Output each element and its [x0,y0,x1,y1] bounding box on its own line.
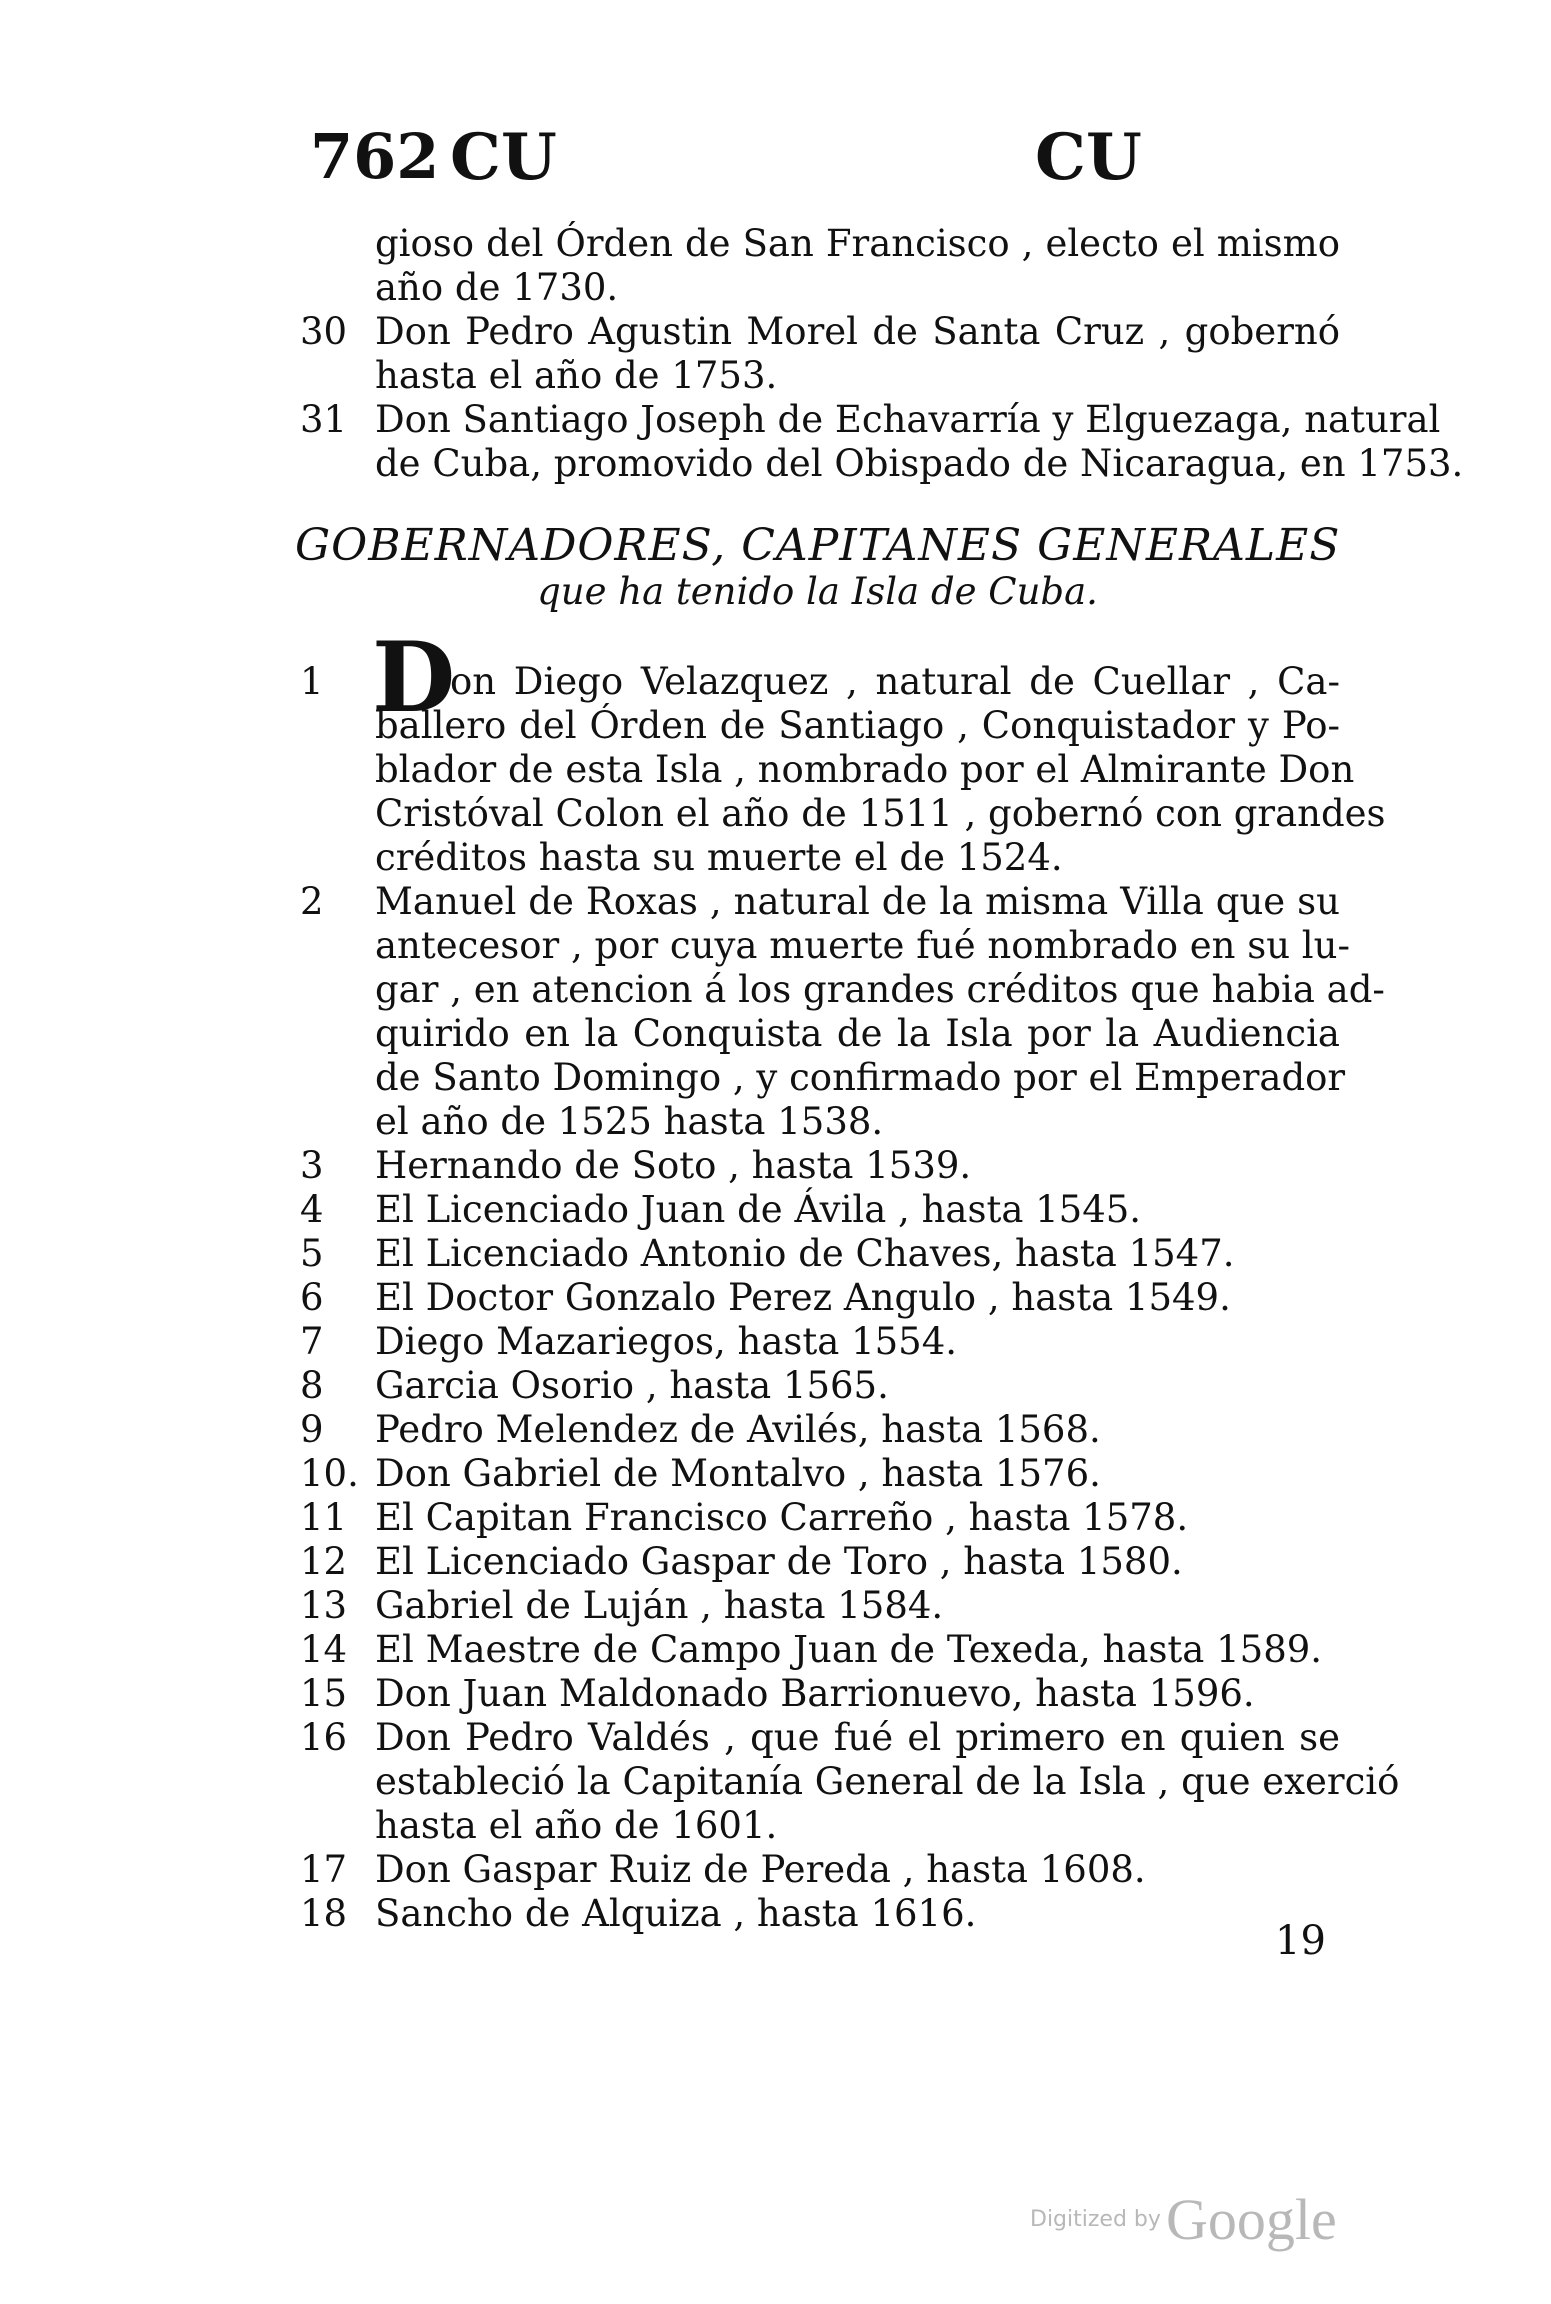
entry-number: 7 [300,1320,324,1363]
continuation-line: gioso del Órden de San Francisco , electo el mismo [375,222,1340,265]
entry-number: 17 [300,1848,348,1891]
running-head-right: CU [1035,120,1142,195]
entry-text: Don Pedro Agustin Morel de Santa Cruz , gobernó [375,310,1340,353]
entry-text: Diego Mazariegos, hasta 1554. [375,1320,957,1363]
entry-number: 16 [300,1716,348,1759]
entry-text: El Licenciado Gaspar de Toro , hasta 1580. [375,1540,1183,1583]
entry-text: El Doctor Gonzalo Perez Angulo , hasta 1549. [375,1276,1231,1319]
entry-text: Don Pedro Valdés , que fué el primero en quien se [375,1716,1340,1759]
entry-text: Garcia Osorio , hasta 1565. [375,1364,889,1407]
list-item [300,1276,1340,1320]
entry-number: 9 [300,1408,324,1451]
entry-text: Cristóval Colon el año de 1511 , gobernó con grandes [375,792,1386,835]
entry-text: El Licenciado Antonio de Chaves, hasta 1547. [375,1232,1235,1275]
list-item-continuation [300,792,1386,836]
list-item [300,660,1340,704]
list-item [300,1188,1340,1232]
google-logo: Google [1166,2187,1337,2252]
list-item-continuation [300,1760,1400,1804]
entry-number: 3 [300,1144,324,1187]
section-subtitle: que ha tenido la Isla de Cuba. [537,570,1098,613]
list-item-continuation [300,1056,1346,1100]
list-item-continuation [300,354,1340,398]
entry-number: 31 [300,398,348,441]
entry-text: El Licenciado Juan de Ávila , hasta 1545. [375,1188,1142,1231]
list-item [300,1848,1340,1892]
list-item [300,1364,1340,1408]
continuation-line: año de 1730. [375,266,619,309]
entry-text: ballero del Órden de Santiago , Conquistador y Po- [375,704,1340,747]
list-item [300,880,1340,924]
entry-number: 13 [300,1584,348,1627]
entry-text: blador de esta Isla , nombrado por el Almirante Don [375,748,1355,791]
list-item-continuation [300,924,1350,968]
entry-number: 10. [300,1452,359,1495]
list-item [300,1892,1340,1936]
list-item-continuation [300,748,1355,792]
governors-list [300,660,1400,1936]
list-item [300,1584,1340,1628]
list-item [300,1408,1340,1452]
bishops-list [300,222,1464,486]
page-number: 762 [310,120,440,193]
entry-text: El Maestre de Campo Juan de Texeda, hasta 1589. [375,1628,1323,1671]
entry-text: gar , en atencion á los grandes créditos que habia ad- [375,968,1385,1011]
drop-cap: D [372,621,456,734]
list-item-continuation [300,442,1464,486]
list-item-continuation [300,1012,1340,1056]
list-item [300,1716,1340,1760]
entry-number: 18 [300,1892,348,1935]
list-item [300,1144,1340,1188]
entry-text: quirido en la Conquista de la Isla por la Audiencia [375,1012,1340,1055]
entry-number: 8 [300,1364,324,1407]
entry-number: 4 [300,1188,324,1231]
digitized-by-label: Digitized by [1030,2207,1161,2232]
entry-number: 12 [300,1540,348,1583]
entry-text: Hernando de Soto , hasta 1539. [375,1144,972,1187]
entry-text: estableció la Capitanía General de la Isla , que exerció [375,1760,1400,1803]
entry-text: Don Gabriel de Montalvo , hasta 1576. [375,1452,1101,1495]
folio-number: 19 [1275,1918,1326,1964]
list-item-continuation [300,1100,1340,1144]
entry-text: Pedro Melendez de Avilés, hasta 1568. [375,1408,1101,1451]
entry-number: 2 [300,880,324,923]
list-item [300,1540,1340,1584]
entry-text: Don Gaspar Ruiz de Pereda , hasta 1608. [375,1848,1146,1891]
entry-text: El Capitan Francisco Carreño , hasta 1578. [375,1496,1189,1539]
list-item-continuation [300,836,1340,880]
list-item-continuation [300,704,1340,748]
section-title: GOBERNADORES, CAPITANES GENERALES [295,520,1341,571]
list-item [300,1628,1340,1672]
entry-text: el año de 1525 hasta 1538. [375,1100,884,1143]
list-item [300,1232,1340,1276]
entry-text: de Cuba, promovido del Obispado de Nicaragua, en 1753. [375,442,1464,485]
entry-text: Sancho de Alquiza , hasta 1616. [375,1892,977,1935]
entry-text: créditos hasta su muerte el de 1524. [375,836,1063,879]
running-head-left: CU [450,120,557,195]
entry-text: Don Juan Maldonado Barrionuevo, hasta 1596. [375,1672,1255,1715]
entry-number: 14 [300,1628,348,1671]
entry-number: 30 [300,310,348,353]
list-item-continuation [300,968,1385,1012]
entry-text: antecesor , por cuya muerte fué nombrado en su lu- [375,924,1350,967]
list-item-continuation [300,1804,1340,1848]
entry-number: 11 [300,1496,348,1539]
list-item-number-30 [300,310,1340,354]
page-header [310,120,1190,200]
entry-text: Manuel de Roxas , natural de la misma Villa que su [375,880,1340,923]
list-item [300,1452,1340,1496]
entry-text: Don Santiago Joseph de Echavarría y Elguezaga, natural [375,398,1441,441]
entry-text: hasta el año de 1601. [375,1804,778,1847]
entry-number: 5 [300,1232,324,1275]
entry-text: Gabriel de Luján , hasta 1584. [375,1584,944,1627]
list-item-number-31 [300,398,1441,442]
entry-text: hasta el año de 1753. [375,354,778,397]
google-watermark [1030,2186,1350,2252]
list-item [300,1672,1340,1716]
list-item [300,1496,1340,1540]
entry-text: on Diego Velazquez , natural de Cuellar , Ca- [450,660,1340,703]
list-item [300,1320,1340,1364]
entry-number: 6 [300,1276,324,1319]
entry-text: de Santo Domingo , y confirmado por el Emperador [375,1056,1346,1099]
entry-number: 1 [300,660,324,703]
entry-number: 15 [300,1672,348,1715]
